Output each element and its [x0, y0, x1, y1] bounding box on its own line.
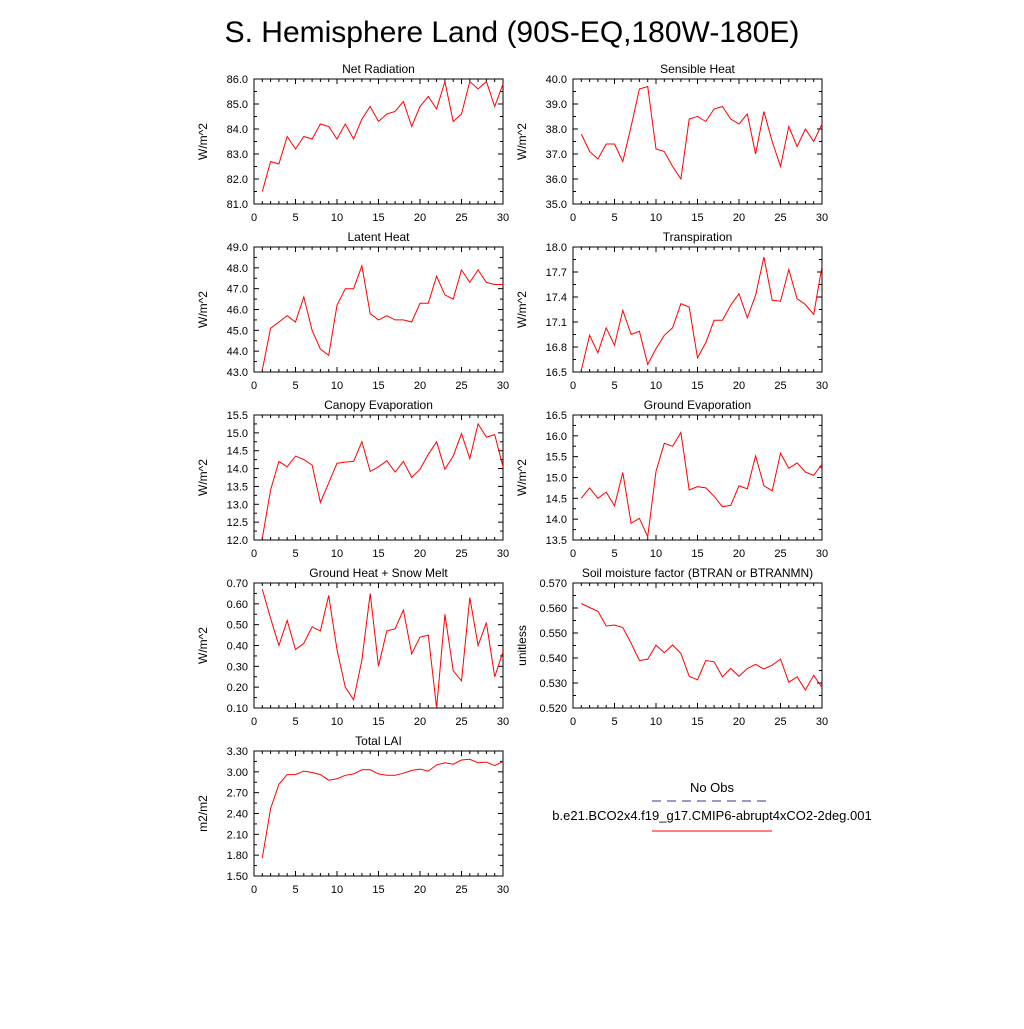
panel-net-radiation: [196, 62, 509, 224]
plot-frame: [254, 583, 503, 708]
series-line: [581, 604, 822, 691]
panel-canopy-evaporation: [196, 398, 509, 560]
x-tick-label: 25: [774, 380, 787, 392]
panel-title: Latent Heat: [347, 230, 410, 244]
x-tick-label: 15: [691, 716, 704, 728]
plot-frame: [573, 583, 822, 708]
x-tick-label: 0: [569, 716, 577, 728]
panel-title: Soil moisture factor (BTRAN or BTRANMN): [581, 566, 814, 580]
series-line: [262, 589, 503, 708]
x-tick-label: 25: [774, 716, 787, 728]
y-tick-label: 16.8: [545, 342, 567, 354]
y-axis-label: W/m^2: [196, 627, 210, 664]
series-line: [581, 87, 822, 180]
panel-ground-evaporation: [515, 398, 828, 560]
plot-frame: [573, 247, 822, 372]
y-tick-label: 15.5: [545, 451, 567, 464]
x-tick-label: 10: [649, 548, 663, 560]
y-tick-label: 17.7: [545, 267, 567, 279]
y-tick-label: 14.5: [226, 445, 248, 458]
y-tick-label: 47.0: [226, 283, 248, 296]
x-tick-label: 0: [250, 716, 258, 728]
x-tick-label: 20: [732, 380, 746, 392]
y-tick-label: 0.530: [539, 678, 567, 690]
y-tick-label: 0.10: [226, 703, 248, 715]
x-tick-label: 30: [815, 380, 829, 392]
panel-sensible-heat: [515, 62, 828, 224]
panel-title: Total LAI: [355, 734, 402, 748]
legend-label-model: b.e21.BCO2x4.f19_g17.CMIP6-abrupt4xCO2-2deg.001: [552, 808, 872, 823]
x-tick-label: 30: [496, 884, 510, 896]
y-tick-label: 0.570: [539, 578, 567, 590]
y-tick-label: 3.00: [226, 766, 248, 779]
series-line: [262, 82, 503, 192]
x-tick-label: 30: [815, 212, 829, 224]
x-tick-label: 5: [292, 548, 299, 560]
plot-frame: [573, 79, 822, 204]
x-tick-label: 0: [569, 380, 577, 392]
y-tick-label: 83.0: [226, 149, 248, 161]
x-tick-label: 0: [250, 884, 258, 896]
x-tick-label: 10: [330, 380, 344, 392]
y-tick-label: 16.0: [545, 430, 567, 443]
y-tick-label: 18.0: [545, 242, 567, 254]
x-tick-label: 15: [372, 884, 385, 896]
x-tick-label: 0: [569, 548, 577, 560]
y-tick-label: 2.70: [226, 787, 248, 800]
legend-label-no-obs: No Obs: [689, 780, 735, 795]
x-tick-label: 20: [413, 380, 427, 392]
x-tick-label: 5: [292, 716, 299, 728]
x-tick-label: 30: [815, 548, 829, 560]
x-tick-label: 20: [413, 548, 427, 560]
x-tick-label: 10: [330, 212, 344, 224]
x-tick-label: 10: [330, 884, 344, 896]
x-tick-label: 0: [569, 212, 577, 224]
y-tick-label: 0.50: [226, 619, 248, 632]
panel-transpiration: [515, 230, 828, 392]
x-tick-label: 15: [372, 716, 385, 728]
y-tick-label: 13.5: [226, 481, 248, 494]
x-tick-label: 25: [455, 884, 468, 896]
y-tick-label: 86.0: [226, 74, 248, 86]
panel-title: Sensible Heat: [660, 62, 735, 76]
x-tick-label: 10: [649, 716, 663, 728]
y-tick-label: 1.50: [226, 871, 248, 883]
y-tick-label: 12.0: [226, 535, 248, 547]
y-tick-label: 0.550: [539, 628, 567, 640]
y-axis-label: W/m^2: [196, 123, 210, 160]
x-tick-label: 10: [330, 548, 344, 560]
x-tick-label: 20: [413, 716, 427, 728]
x-tick-label: 25: [774, 548, 787, 560]
y-tick-label: 36.0: [545, 174, 567, 186]
y-tick-label: 1.80: [226, 850, 248, 863]
y-axis-label: W/m^2: [515, 459, 529, 496]
panel-title: Net Radiation: [342, 62, 415, 76]
x-tick-label: 15: [691, 380, 704, 392]
y-tick-label: 16.5: [545, 410, 567, 422]
y-tick-label: 2.40: [226, 808, 248, 821]
x-tick-label: 0: [250, 212, 258, 224]
y-tick-label: 15.5: [226, 410, 248, 422]
x-tick-label: 5: [611, 380, 618, 392]
y-tick-label: 45.0: [226, 325, 248, 338]
y-tick-label: 84.0: [226, 124, 248, 136]
x-tick-label: 15: [691, 548, 704, 560]
x-tick-label: 10: [649, 380, 663, 392]
y-tick-label: 38.0: [545, 124, 567, 136]
y-axis-label: W/m^2: [196, 459, 210, 496]
y-tick-label: 0.560: [539, 603, 567, 615]
y-axis-label: unitless: [515, 625, 529, 666]
panel-title: Ground Evaporation: [643, 398, 752, 412]
y-tick-label: 46.0: [226, 304, 248, 317]
y-tick-label: 3.30: [226, 746, 248, 758]
y-tick-label: 43.0: [226, 367, 248, 379]
panel-title: Transpiration: [662, 230, 733, 244]
y-axis-label: m2/m2: [196, 795, 210, 832]
x-tick-label: 0: [250, 548, 258, 560]
x-tick-label: 5: [611, 548, 618, 560]
y-tick-label: 49.0: [226, 242, 248, 254]
y-tick-label: 13.0: [226, 499, 248, 512]
x-tick-label: 15: [372, 548, 385, 560]
x-tick-label: 5: [611, 716, 618, 728]
x-tick-label: 30: [496, 380, 510, 392]
x-tick-label: 20: [413, 212, 427, 224]
panel-ground-heat-snow-melt: [196, 566, 509, 728]
y-tick-label: 82.0: [226, 174, 248, 186]
y-tick-label: 48.0: [226, 262, 248, 275]
x-tick-label: 20: [413, 884, 427, 896]
x-tick-label: 20: [732, 716, 746, 728]
y-tick-label: 13.5: [545, 535, 567, 547]
y-tick-label: 17.4: [545, 292, 567, 304]
plot-frame: [573, 415, 822, 540]
x-tick-label: 20: [732, 548, 746, 560]
panel-soil-moisture-factor-btran-or-btranmn: [515, 566, 828, 728]
x-tick-label: 30: [815, 716, 829, 728]
x-tick-label: 20: [732, 212, 746, 224]
panel-latent-heat: [196, 230, 509, 392]
plot-frame: [254, 247, 503, 372]
y-tick-label: 0.40: [226, 640, 248, 653]
panel-title: Ground Heat + Snow Melt: [309, 566, 448, 580]
y-tick-label: 17.1: [545, 317, 567, 329]
y-tick-label: 35.0: [545, 199, 567, 211]
plot-frame: [254, 751, 503, 876]
y-tick-label: 0.30: [226, 661, 248, 674]
y-tick-label: 0.540: [539, 653, 567, 665]
x-tick-label: 25: [455, 716, 468, 728]
y-tick-label: 0.20: [226, 682, 248, 695]
y-tick-label: 0.60: [226, 598, 248, 611]
y-tick-label: 37.0: [545, 149, 567, 161]
y-axis-label: W/m^2: [515, 123, 529, 160]
x-tick-label: 10: [330, 716, 344, 728]
x-tick-label: 0: [250, 380, 258, 392]
series-line: [581, 433, 822, 537]
series-line: [262, 759, 503, 858]
y-tick-label: 0.520: [539, 703, 567, 715]
x-tick-label: 5: [292, 212, 299, 224]
panel-title: Canopy Evaporation: [324, 398, 433, 412]
y-tick-label: 14.5: [545, 493, 567, 506]
series-line: [262, 266, 503, 370]
y-tick-label: 15.0: [226, 427, 248, 440]
legend: [552, 780, 871, 831]
x-tick-label: 30: [496, 548, 510, 560]
y-tick-label: 40.0: [545, 74, 567, 86]
x-tick-label: 15: [691, 212, 704, 224]
x-tick-label: 5: [611, 212, 618, 224]
series-line: [262, 424, 503, 538]
x-tick-label: 30: [496, 716, 510, 728]
x-tick-label: 10: [649, 212, 663, 224]
x-tick-label: 25: [774, 212, 787, 224]
y-axis-label: W/m^2: [196, 291, 210, 328]
y-tick-label: 14.0: [226, 463, 248, 476]
x-tick-label: 5: [292, 884, 299, 896]
y-tick-label: 2.10: [226, 829, 248, 842]
y-tick-label: 14.0: [545, 514, 567, 527]
x-tick-label: 25: [455, 212, 468, 224]
x-tick-label: 25: [455, 548, 468, 560]
series-line: [581, 257, 822, 370]
y-tick-label: 12.5: [226, 517, 248, 530]
x-tick-label: 5: [292, 380, 299, 392]
figure-title: S. Hemisphere Land (90S-EQ,180W-180E): [224, 16, 800, 49]
y-tick-label: 44.0: [226, 346, 248, 359]
y-tick-label: 16.5: [545, 367, 567, 379]
x-tick-label: 15: [372, 212, 385, 224]
x-tick-label: 30: [496, 212, 510, 224]
y-axis-label: W/m^2: [515, 291, 529, 328]
y-tick-label: 0.70: [226, 578, 248, 590]
y-tick-label: 39.0: [545, 99, 567, 111]
plot-frame: [254, 415, 503, 540]
y-tick-label: 15.0: [545, 472, 567, 485]
y-tick-label: 85.0: [226, 99, 248, 111]
y-tick-label: 81.0: [226, 199, 248, 211]
x-tick-label: 15: [372, 380, 385, 392]
panel-total-lai: [196, 734, 509, 896]
x-tick-label: 25: [455, 380, 468, 392]
